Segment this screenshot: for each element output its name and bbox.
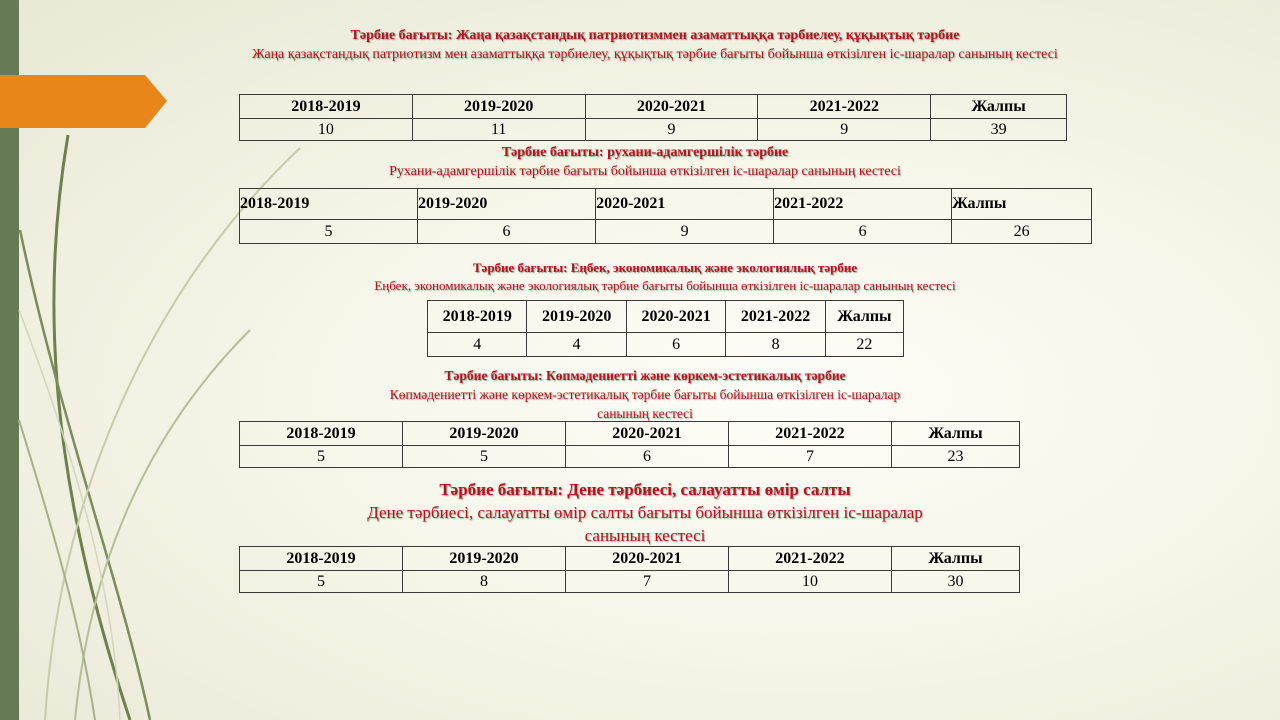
section-5-heading: Тәрбие бағыты: Дене тәрбиесі, салауатты өмір салты	[439, 480, 851, 499]
table-header-cell: 2018-2019	[428, 301, 527, 333]
table-value-cell: 9	[758, 119, 931, 141]
table-header-cell: 2019-2020	[402, 422, 565, 446]
table-value-cell: 30	[891, 571, 1019, 593]
table-value-cell: 22	[825, 333, 903, 357]
table-header-cell: Жалпы	[825, 301, 903, 333]
section-5-table	[239, 546, 1020, 593]
table-value-cell: 5	[402, 446, 565, 468]
table-value-cell: 6	[774, 220, 952, 244]
table-header-cell: 2020-2021	[585, 95, 758, 119]
table-header-cell: 2020-2021	[596, 189, 774, 220]
table-value-cell: 9	[596, 220, 774, 244]
table-value-cell: 4	[527, 333, 626, 357]
table-header-cell: 2020-2021	[565, 422, 728, 446]
table-header-cell: 2021-2022	[728, 422, 891, 446]
table-value-cell: 7	[728, 446, 891, 468]
table-value-cell: 6	[626, 333, 725, 357]
table-value-cell: 6	[418, 220, 596, 244]
table-header-cell: 2021-2022	[774, 189, 952, 220]
table-value-cell: 5	[240, 220, 418, 244]
section-1-subheading: Жаңа қазақстандық патриотизм мен азаматтыққа тәрбиелеу, құқықтық тәрбие бағыты бойынша өткізілген іс-шаралар санының кестесі	[252, 47, 1058, 62]
section-2-table	[239, 188, 1092, 244]
table-header-cell: Жалпы	[931, 95, 1067, 119]
section-1-table	[239, 94, 1067, 141]
section-3-subheading: Еңбек, экономикалық және экологиялық тәрбие бағыты бойынша өткізілген іс-шаралар санының кестесі	[374, 278, 956, 293]
table-header-cell: 2021-2022	[728, 547, 891, 571]
section-4-subheading-line1: Көпмәдениетті және көркем-эстетикалық тәрбие бағыты бойынша өткізілген іс-шаралар	[389, 387, 901, 402]
table-header-cell: 2020-2021	[565, 547, 728, 571]
table-header-cell: 2019-2020	[527, 301, 626, 333]
table-header-cell: 2018-2019	[240, 95, 413, 119]
table-value-cell: 9	[585, 119, 758, 141]
table-value-cell: 5	[240, 446, 403, 468]
table-value-cell: 23	[891, 446, 1019, 468]
table-header-cell: Жалпы	[891, 422, 1019, 446]
table-header-cell: 2018-2019	[240, 547, 403, 571]
section-3-table	[427, 300, 904, 357]
table-header-cell: 2019-2020	[418, 189, 596, 220]
table-header-cell: Жалпы	[891, 547, 1019, 571]
table-value-cell: 5	[240, 571, 403, 593]
section-4-table	[239, 421, 1020, 468]
section-3-heading: Тәрбие бағыты: Еңбек, экономикалық және экологиялық тәрбие	[472, 260, 858, 275]
section-5-subheading-line1: Дене тәрбиесі, салауатты өмір салты бағыты бойынша өткізілген іс-шаралар	[367, 503, 923, 522]
table-value-cell: 26	[952, 220, 1092, 244]
table-header-cell: 2021-2022	[758, 95, 931, 119]
table-value-cell: 10	[240, 119, 413, 141]
table-value-cell: 7	[565, 571, 728, 593]
table-header-cell: 2021-2022	[726, 301, 825, 333]
table-header-cell: 2020-2021	[626, 301, 725, 333]
table-header-cell: 2018-2019	[240, 422, 403, 446]
table-header-cell: 2019-2020	[412, 95, 585, 119]
table-header-cell: Жалпы	[952, 189, 1092, 220]
table-header-cell: 2018-2019	[240, 189, 418, 220]
table-value-cell: 8	[726, 333, 825, 357]
table-header-cell: 2019-2020	[402, 547, 565, 571]
section-4-heading: Тәрбие бағыты: Көпмәдениетті және көркем-эстетикалық тәрбие	[444, 368, 846, 383]
table-value-cell: 39	[931, 119, 1067, 141]
section-2-heading: Тәрбие бағыты: рухани-адамгершілік тәрбие	[501, 145, 789, 160]
table-value-cell: 10	[728, 571, 891, 593]
table-value-cell: 8	[402, 571, 565, 593]
section-5-subheading-line2: санының кестесі	[584, 526, 706, 545]
section-2-subheading: Рухани-адамгершілік тәрбие бағыты бойынша өткізілген іс-шаралар санының кестесі	[389, 164, 901, 179]
table-value-cell: 4	[428, 333, 527, 357]
table-value-cell: 11	[412, 119, 585, 141]
section-1-heading: Тәрбие бағыты: Жаңа қазақстандық патриотизммен азаматтыққа тәрбиелеу, құқықтық тәрбие	[350, 28, 960, 43]
section-4-subheading-line2: санының кестесі	[597, 406, 693, 421]
table-value-cell: 6	[565, 446, 728, 468]
